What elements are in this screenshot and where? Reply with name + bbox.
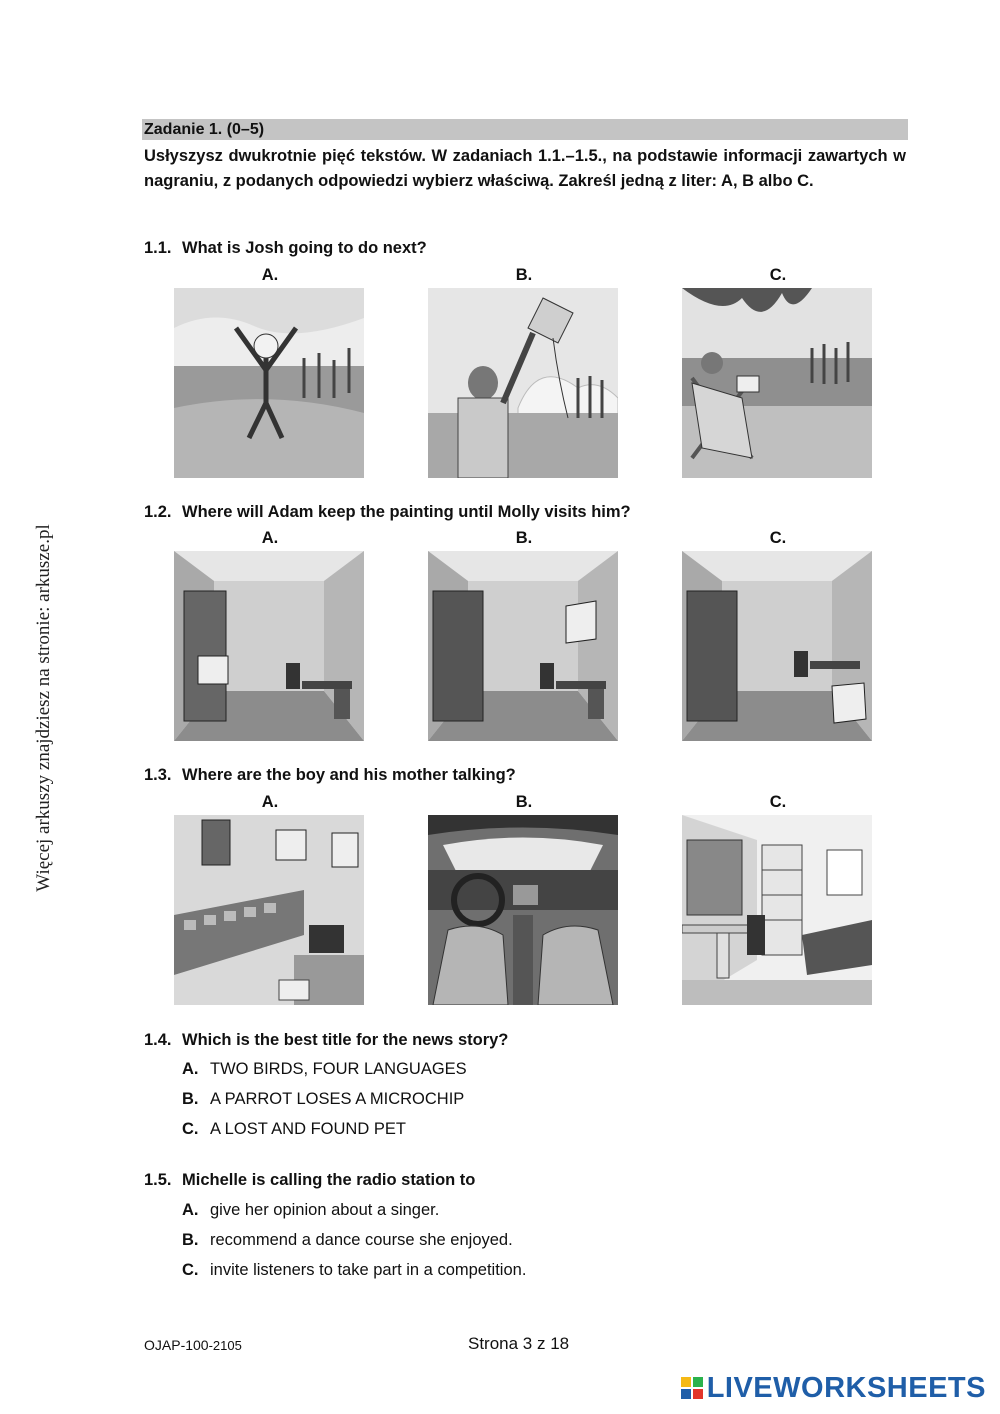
question-1-4 bbox=[144, 1031, 508, 1050]
side-watermark-text: Więcej arkuszy znajdziesz na stronie: arkusze.pl bbox=[33, 524, 54, 892]
option-label-a[interactable]: A. bbox=[261, 529, 279, 547]
question-number: 1.5. bbox=[144, 1171, 172, 1189]
option-label-a[interactable]: A. bbox=[261, 793, 279, 811]
question-number: 1.2. bbox=[144, 503, 172, 521]
option-b[interactable] bbox=[182, 1231, 513, 1250]
exam-code-main: 100 bbox=[185, 1337, 209, 1353]
icon-square bbox=[693, 1377, 703, 1387]
image-painting-on-wall[interactable] bbox=[428, 551, 618, 741]
option-text: invite listeners to take part in a competition. bbox=[210, 1261, 527, 1279]
question-text: Michelle is calling the radio station to bbox=[182, 1171, 476, 1189]
option-letter: B. bbox=[182, 1231, 199, 1249]
image-painting-by-desk[interactable] bbox=[682, 551, 872, 741]
task-instructions: Usłyszysz dwukrotnie pięć tekstów. W zadaniach 1.1.–1.5., na podstawie informacji zawartych w nagraniu, z podanych odpowiedzi wybierz właściwą. Zakreśl jedną z liter: A, B albo C. bbox=[144, 147, 906, 190]
option-label-b[interactable]: B. bbox=[515, 529, 533, 547]
option-label-a[interactable]: A. bbox=[261, 266, 279, 284]
option-text: recommend a dance course she enjoyed. bbox=[210, 1231, 513, 1249]
option-letter: B. bbox=[182, 1090, 199, 1108]
image-car-interior[interactable] bbox=[428, 815, 618, 1005]
question-number: 1.3. bbox=[144, 766, 172, 784]
icon-square bbox=[693, 1389, 703, 1399]
option-a[interactable] bbox=[182, 1201, 439, 1220]
option-a[interactable] bbox=[182, 1060, 467, 1079]
icon-square bbox=[681, 1389, 691, 1399]
question-text: Where are the boy and his mother talking? bbox=[182, 766, 516, 784]
image-boy-flying-kite[interactable] bbox=[428, 288, 618, 478]
option-label-b[interactable]: B. bbox=[515, 793, 533, 811]
option-letter: C. bbox=[182, 1120, 199, 1138]
question-1-2 bbox=[144, 503, 631, 522]
option-text: A LOST AND FOUND PET bbox=[210, 1120, 406, 1138]
image-boy-running-into-sea[interactable] bbox=[174, 288, 364, 478]
image-painting-in-wardrobe[interactable] bbox=[174, 551, 364, 741]
option-c[interactable] bbox=[182, 1261, 526, 1280]
question-number: 1.1. bbox=[144, 239, 172, 257]
option-letter: A. bbox=[182, 1201, 199, 1219]
exam-code-suffix: -2105 bbox=[208, 1338, 242, 1353]
option-label-c[interactable]: C. bbox=[769, 266, 787, 284]
image-bedroom[interactable] bbox=[682, 815, 872, 1005]
image-boy-reading-on-deckchair[interactable] bbox=[682, 288, 872, 478]
brand-name: LIVEWORKSHEETS bbox=[706, 1371, 986, 1404]
option-text: A PARROT LOSES A MICROCHIP bbox=[210, 1090, 465, 1108]
task-title: Zadanie 1. (0–5) bbox=[142, 119, 908, 140]
option-letter: A. bbox=[182, 1060, 199, 1078]
option-text: TWO BIRDS, FOUR LANGUAGES bbox=[210, 1060, 467, 1078]
option-text: give her opinion about a singer. bbox=[210, 1201, 440, 1219]
question-text: What is Josh going to do next? bbox=[182, 239, 427, 257]
question-text: Where will Adam keep the painting until Molly visits him? bbox=[182, 503, 631, 521]
option-label-c[interactable]: C. bbox=[769, 529, 787, 547]
exam-code-prefix: OJAP- bbox=[144, 1337, 186, 1353]
icon-square bbox=[681, 1377, 691, 1387]
exam-code bbox=[144, 1337, 242, 1353]
option-label-b[interactable]: B. bbox=[515, 266, 533, 284]
option-label-c[interactable]: C. bbox=[769, 793, 787, 811]
option-c[interactable] bbox=[182, 1120, 406, 1139]
question-text: Which is the best title for the news story? bbox=[182, 1031, 509, 1049]
option-b[interactable] bbox=[182, 1090, 464, 1109]
image-shop[interactable] bbox=[174, 815, 364, 1005]
question-1-3 bbox=[144, 766, 516, 785]
option-letter: C. bbox=[182, 1261, 199, 1279]
page-number: Strona 3 z 18 bbox=[468, 1334, 570, 1353]
question-1-1 bbox=[144, 239, 427, 258]
question-1-5 bbox=[144, 1171, 475, 1190]
liveworksheets-icon bbox=[681, 1377, 703, 1399]
liveworksheets-logo[interactable] bbox=[681, 1372, 986, 1404]
question-number: 1.4. bbox=[144, 1031, 172, 1049]
